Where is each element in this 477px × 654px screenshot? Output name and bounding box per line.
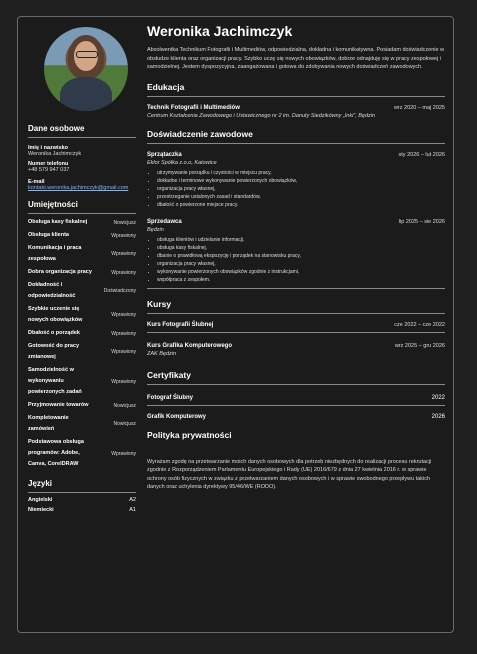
privacy-heading: Polityka prywatności xyxy=(147,429,232,440)
name-label: Imię i nazwisko xyxy=(28,145,69,151)
certificate-year: 2022 xyxy=(431,394,445,401)
skills-heading: Umiejętności xyxy=(28,200,136,214)
skill-level: Nowicjusz xyxy=(113,421,136,427)
education-school: Centrum Kształcenia Zawodowego i Ustawicznego nr 2 im. Danuty Siedzikówny „Inki”, Będzin xyxy=(147,112,376,119)
skill-level: Wprawiony xyxy=(111,232,136,239)
certificate-year: 2026 xyxy=(431,413,445,420)
skill-item xyxy=(28,365,136,398)
experience-duty: • obsługa klientów i udzielanie informacji, xyxy=(157,236,445,244)
skill-item xyxy=(28,328,136,339)
name-value: Weronika Jachimczyk xyxy=(28,151,82,157)
sidebar xyxy=(28,27,136,513)
profile-photo xyxy=(44,27,128,111)
language-level: A2 xyxy=(129,497,136,503)
skill-level: Wprawiony xyxy=(111,251,136,257)
skill-item xyxy=(28,230,136,241)
experience-company: Będzin xyxy=(147,226,164,233)
education-name: Technik Fotografii i Multimediów xyxy=(147,104,240,111)
course-place: ZAK Będzin xyxy=(147,350,177,357)
skill-name: Dbałość o porządek xyxy=(28,330,80,336)
experience-duty: • organizacja pracy własnej, xyxy=(157,185,445,193)
language-item xyxy=(28,497,136,503)
phone-label: Numer telefonu xyxy=(28,161,69,167)
education-heading: Edukacja xyxy=(147,82,445,97)
certificate-item xyxy=(147,395,445,401)
skill-name: Dobra organizacja pracy xyxy=(28,269,92,275)
certificate-name: Fotograf Ślubny xyxy=(147,394,193,401)
experience-duty: • współpraca z zespołem. xyxy=(157,276,445,284)
skill-item xyxy=(28,280,136,302)
skill-level: Wprawiony xyxy=(111,312,136,318)
certificate-name: Grafik Komputerowy xyxy=(147,413,207,420)
skill-level: Wprawiony xyxy=(111,269,136,276)
experience-duty: • przestrzeganie ustalonych zasad i standardów, xyxy=(157,193,445,201)
experience-item xyxy=(147,219,445,284)
experience-item xyxy=(147,152,445,209)
language-name: Niemiecki xyxy=(28,507,54,513)
languages-heading: Języki xyxy=(28,479,136,493)
course-name: Kurs Fotografii Ślubnej xyxy=(147,321,214,328)
language-name: Angielski xyxy=(28,497,53,503)
experience-list xyxy=(147,152,445,284)
certificate-item xyxy=(147,414,445,420)
skill-name: Szybkie uczenie się nowych obowiązków xyxy=(28,306,83,323)
skill-item xyxy=(28,341,136,363)
skill-name: Obsługa kasy fiskalnej xyxy=(28,219,88,225)
education-item xyxy=(147,105,445,111)
person-name: Weronika Jachimczyk xyxy=(147,23,293,39)
experience-dates: sty 2026 – lut 2026 xyxy=(398,151,445,158)
skill-name: Komunikacja i praca zespołowa xyxy=(28,245,82,262)
main-content xyxy=(147,23,445,492)
skill-level: Nowicjusz xyxy=(113,219,136,226)
skill-item xyxy=(28,437,136,470)
skill-name: Przyjmowanie towarów xyxy=(28,402,89,408)
skill-name: Gotowość do pracy zmianowej xyxy=(28,343,80,360)
experience-duty: • wykonywanie powierzonych obowiązków zgodnie z instrukcjami, xyxy=(157,268,445,276)
experience-duty: • organizacja pracy własnej, xyxy=(157,260,445,268)
skill-name: Kompletowanie zamówień xyxy=(28,415,69,432)
certificates-heading: Certyfikaty xyxy=(147,370,445,385)
language-item xyxy=(28,507,136,513)
skill-level: Wprawiony xyxy=(111,450,136,457)
skill-level: Nowicjusz xyxy=(113,402,136,409)
skill-item xyxy=(28,413,136,435)
skill-item xyxy=(28,400,136,411)
experience-duty: • dokładne i terminowe wykonywanie powierzonych obowiązków, xyxy=(157,177,445,185)
personal-data-heading: Dane osobowe xyxy=(28,124,136,138)
privacy-text: Wyrażam zgodę na przetwarzanie moich danych osobowych dla potrzeb niezbędnych do realizacji procesu rekrutacji zgodnie z Rozporządzeniem Parlamentu Europejskiego i Rady (UE) 2016/679 z dnia 27 kwietnia 2016 r. w sprawie ochrony osób fizycznych w związku z przetwarzaniem danych osobowych i w sprawie swobodnego przepływu takich danych oraz uchylenia dyrektywy 95/46/WE (RODO). xyxy=(147,458,432,490)
skill-level: Doświadczony xyxy=(103,288,136,294)
experience-duty: • utrzymywanie porządku i czystości w miejscu pracy, xyxy=(157,169,445,177)
skill-name: Samodzielność w wykonywaniu powierzonych zadań xyxy=(28,367,82,395)
experience-dates: lip 2025 – sie 2026 xyxy=(398,218,445,225)
skill-item xyxy=(28,217,136,228)
skill-name: Dokładność i odpowiedzialność xyxy=(28,282,76,299)
skill-level: Wprawiony xyxy=(111,349,136,355)
experience-role: Sprzątaczka xyxy=(147,151,182,158)
phone-value: +48 579 947 037 xyxy=(28,167,70,173)
education-dates: wrz 2020 – maj 2025 xyxy=(393,104,445,111)
about-text: Absolwentka Technikum Fotografii i Multimediów, odpowiedzialna, dokładna i komunikatywna. Posiadam doświadczenie w obsłudze klienta oraz organizacji pracy. Szybko uczę się nowych obowiązków, dobrze odnajduję się w pracy zespołowej i samodzielnej. Jestem dyspozycyjna, zaangażowana i gotowa do zdobywania nowych doświadczeń zawodowych. xyxy=(147,47,445,70)
email-label: E-mail xyxy=(28,179,45,185)
courses-heading: Kursy xyxy=(147,298,172,309)
skill-level: Wprawiony xyxy=(111,330,136,337)
course-dates: wrz 2025 – gru 2026 xyxy=(394,342,445,349)
experience-duty: • dbałość o powierzone miejsce pracy. xyxy=(157,201,445,209)
experience-role: Sprzedawca xyxy=(147,218,182,225)
skill-level: Wprawiony xyxy=(111,378,136,385)
cv-page xyxy=(17,16,454,633)
experience-duty: • dbanie o prawidłową ekspozycję i porządek na stanowisku pracy, xyxy=(157,252,445,260)
experience-company: Eklor Spółka z.o.o, Katowice xyxy=(147,159,217,166)
languages-list xyxy=(28,497,136,513)
language-level: A1 xyxy=(129,507,136,513)
course-item xyxy=(147,322,445,328)
experience-heading: Doświadczenie zawodowe xyxy=(147,129,445,144)
course-item xyxy=(147,343,445,349)
skill-name: Obsługa klienta xyxy=(28,232,69,238)
skill-item xyxy=(28,304,136,326)
course-dates: cze 2022 – cze 2022 xyxy=(394,321,445,328)
skills-list xyxy=(28,217,136,470)
skill-item xyxy=(28,267,136,278)
experience-duty: • obsługa kasy fiskalnej, xyxy=(157,244,445,252)
email-link[interactable]: kontakt.weronika.jachimczyk@gmail.com xyxy=(28,185,129,191)
course-name: Kurs Grafika Komputerowego xyxy=(147,342,233,349)
skill-item xyxy=(28,243,136,265)
skill-name: Podstawowa obsługa programów: Adobe, Canva, CorelDRAW xyxy=(28,439,84,467)
